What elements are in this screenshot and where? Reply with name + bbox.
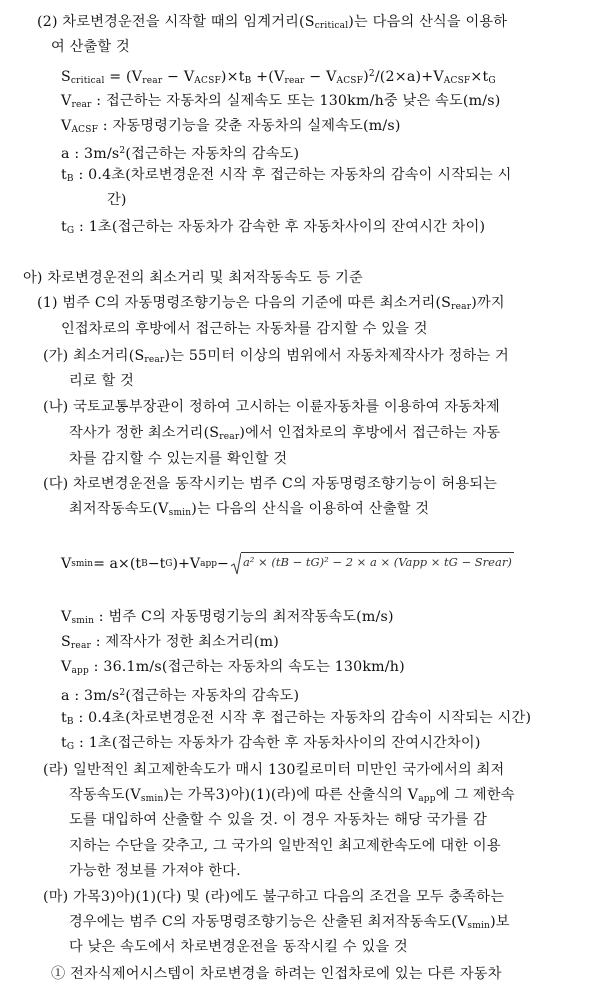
item-ma-line-2: 경우에는 범주 C의 자동명령조향기능은 산출된 최저작동속도$(V_{smin})$보: [69, 914, 510, 931]
radical-sign-icon: [231, 552, 241, 576]
item-ma-line-3: 다 낮은 속도에서 차로변경운전을 동작시킬 수 있을 것: [69, 939, 408, 955]
critical-distance-formula: $S_{critical} = (V_{rear} - V_{ACSF})\times t_B +(V_{rear} - V_{ACSF})^2/(2\times a)+V_{ACSF}\times t_G$: [61, 69, 496, 86]
section-heading: 아) 차로변경운전의 최소거리 및 최저작동속도 등 기준: [23, 270, 363, 286]
definition-vapp: $V_{app}$ : 36.1m/s(접근하는 자동차의 속도는 130km/h): [61, 659, 405, 676]
definition-a-2: a : $3m/s^2$(접근하는 자동차의 감속도): [61, 688, 300, 704]
definition-srear: $S_{rear}$ : 제작사가 정한 최소거리(m): [61, 634, 280, 651]
sqrt-expression: a² × (tB − tG)² − 2 × a × (Vapp × tG − Srear): [241, 552, 514, 576]
item-ra-line-2: 작동속도$(V_{smin})$는 가목3)아)(1)(라)에 따른 산출식의 $V_{app}$에 그 제한속: [69, 787, 515, 804]
item-ra-line-1: (라) 일반적인 최고제한속도가 매시 130킬로미터 미만인 국가에서의 최저: [43, 762, 505, 778]
para-1-line-1: (1) 범주 C의 자동명령조향기능은 다음의 기준에 따른 최소거리$(S_{rear})$까지: [37, 295, 505, 312]
item-na-line-2: 작사가 정한 최소거리$(S_{rear})$에서 인접차로의 후방에서 접근하는 자동: [69, 425, 501, 442]
item-da-line-1: (다) 차로변경운전을 동작시키는 범주 C의 자동명령조향기능이 허용되는: [43, 476, 498, 492]
item-da-line-2: 최저작동속도$(V_{smin})$는 다음의 산식을 이용하여 산출할 것: [69, 501, 430, 518]
critical-distance-line-1: (2) 차로변경운전을 시작할 때의 임계거리$(S_{critical})$는 다음의 산식을 이용하: [37, 14, 508, 31]
definition-tb: $t_B$ : 0.4초(차로변경운전 시작 후 접근하는 자동차의 감속이 시작되는 시: [61, 167, 512, 184]
definition-tg: $t_G$ : 1초(접근하는 자동차가 감속한 후 자동차사이의 잔여시간 차이): [61, 219, 486, 236]
item-na-line-3: 차를 감지할 수 있는지를 확인할 것: [69, 451, 288, 467]
item-ga-line-2: 리로 할 것: [69, 373, 135, 389]
square-root: [231, 552, 514, 576]
item-ra-line-4: 지하는 수단을 갖추고, 그 국가의 일반적인 최고제한속도에 대한 이용: [69, 838, 501, 854]
min-speed-formula: V smin = a×(t B −t G )+V app − a² × (tB − tG)² − 2 × a × (Vapp × tG − Srear): [61, 552, 514, 576]
para-1-line-2: 인접차로의 후방에서 접근하는 자동차를 감지할 수 있을 것: [61, 321, 428, 337]
definition-vsmin: $V_{smin}$ : 범주 C의 자동명령기능의 최저작동속도(m/s): [61, 609, 394, 626]
definition-vrear: $V_{rear}$ : 접근하는 자동차의 실제속도 또는 130km/h중 낮은 속도(m/s): [61, 93, 501, 110]
definition-vacsf: $V_{ACSF}$ : 자동명령기능을 갖춘 자동차의 실제속도(m/s): [61, 118, 401, 135]
item-ra-line-5: 가능한 정보를 가져야 한다.: [69, 863, 241, 879]
definition-tg-2: $t_G$ : 1초(접근하는 자동차가 감속한 후 자동차사이의 잔여시간차이): [61, 735, 481, 752]
item-ma-sub-1: ① 전자식제어시스템이 차로변경을 하려는 인접차로에 있는 다른 자동차: [51, 966, 502, 982]
definition-a: a : $3m/s^2$(접근하는 자동차의 감속도): [61, 146, 300, 162]
item-ra-line-3: 도를 대입하여 산출할 수 있을 것. 이 경우 자동차는 해당 국가를 감: [69, 812, 488, 828]
definition-tb-cont: 간): [107, 192, 127, 208]
critical-distance-line-2: 여 산출할 것: [51, 39, 130, 55]
item-ma-line-1: (마) 가목3)아)(1)(다) 및 (라)에도 불구하고 다음의 조건을 모두 충족하는: [43, 889, 505, 905]
item-ga-line-1: (가) 최소거리$(S_{rear})$는 55미터 이상의 범위에서 자동차제작사가 정하는 거: [43, 348, 509, 365]
item-na-line-1: (나) 국토교통부장관이 정하여 고시하는 이륜자동차를 이용하여 자동차제: [43, 399, 500, 415]
definition-tb-2: $t_B$ : 0.4초(차로변경운전 시작 후 접근하는 자동차의 감속이 시작되는 시간): [61, 710, 532, 727]
